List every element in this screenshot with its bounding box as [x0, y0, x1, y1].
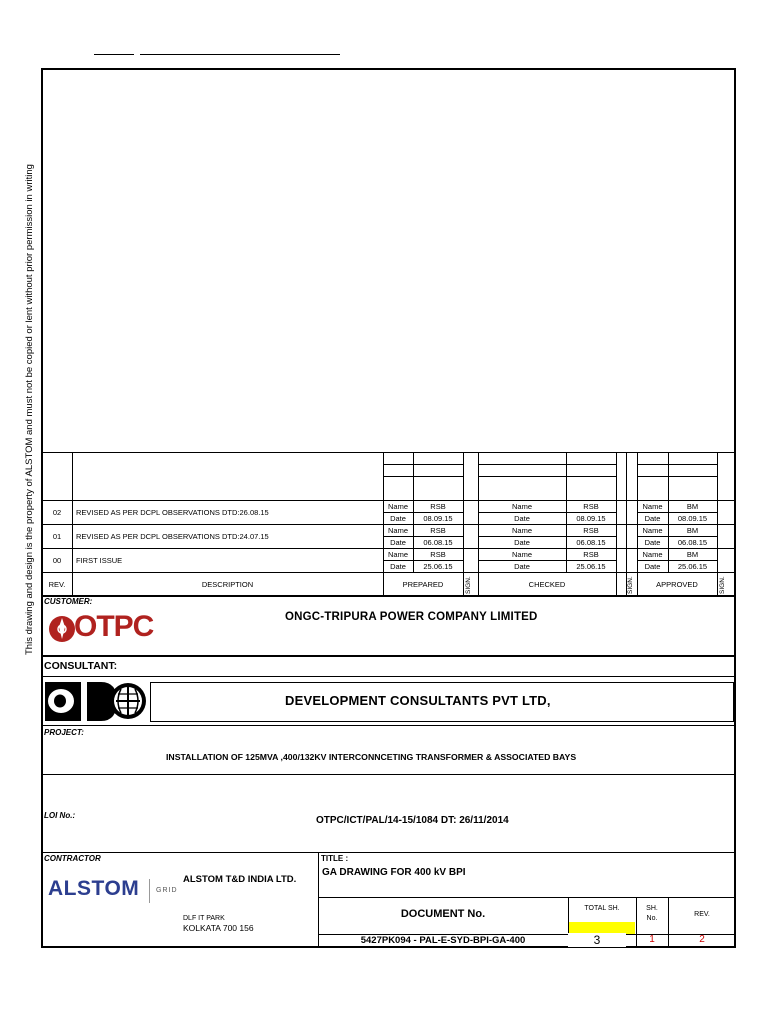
- contractor-address-2: KOLKATA 700 156: [183, 923, 254, 933]
- alstom-logo: ALSTOM GRID: [48, 877, 188, 907]
- customer-name: ONGC-TRIPURA POWER COMPANY LIMITED: [285, 611, 538, 623]
- document-no-label: DOCUMENT No.: [400, 908, 486, 920]
- otpc-logo: OTPC: [48, 612, 140, 646]
- project-label: PROJECT:: [44, 728, 84, 737]
- total-sheets-label: TOTAL SH.: [584, 905, 620, 912]
- side-note: This drawing and design is the property of ALSTOM and must not be copied or lent without prior permission in writing: [24, 164, 35, 655]
- contractor-label: CONTRACTOR: [44, 854, 101, 863]
- rev-value: 2: [699, 934, 705, 945]
- document-number: 5427PK094 - PAL-E-SYD-BPI-GA-400: [360, 935, 526, 946]
- consultant-label: CONSULTANT:: [44, 660, 118, 672]
- consultant-name: DEVELOPMENT CONSULTANTS PVT LTD,: [285, 693, 551, 708]
- loi-text: OTPC/ICT/PAL/14-15/1084 DT: 26/11/2014: [316, 815, 509, 826]
- contractor-address-1: DLF IT PARK: [183, 915, 225, 922]
- customer-label: CUSTOMER:: [44, 597, 93, 606]
- drawing-title: GA DRAWING FOR 400 kV BPI: [322, 867, 466, 878]
- title-label: TITLE :: [321, 854, 349, 863]
- total-sheets-value: 3: [568, 933, 626, 947]
- project-text: INSTALLATION OF 125MVA ,400/132KV INTERCONNCETING TRANSFORMER & ASSOCIATED BAYS: [166, 752, 577, 762]
- rev-label: REV.: [694, 911, 710, 918]
- loi-label: LOI No.:: [44, 811, 76, 820]
- top-underline-short: [94, 54, 134, 55]
- dcpl-logo: [43, 680, 147, 723]
- contractor-name: ALSTOM T&D INDIA LTD.: [183, 874, 297, 885]
- dcpl-logo-icon: [43, 680, 147, 723]
- top-underline-long: [140, 54, 340, 55]
- sheet-no-label: SH. No.: [646, 905, 658, 922]
- sheet-no-value: 1: [649, 934, 655, 945]
